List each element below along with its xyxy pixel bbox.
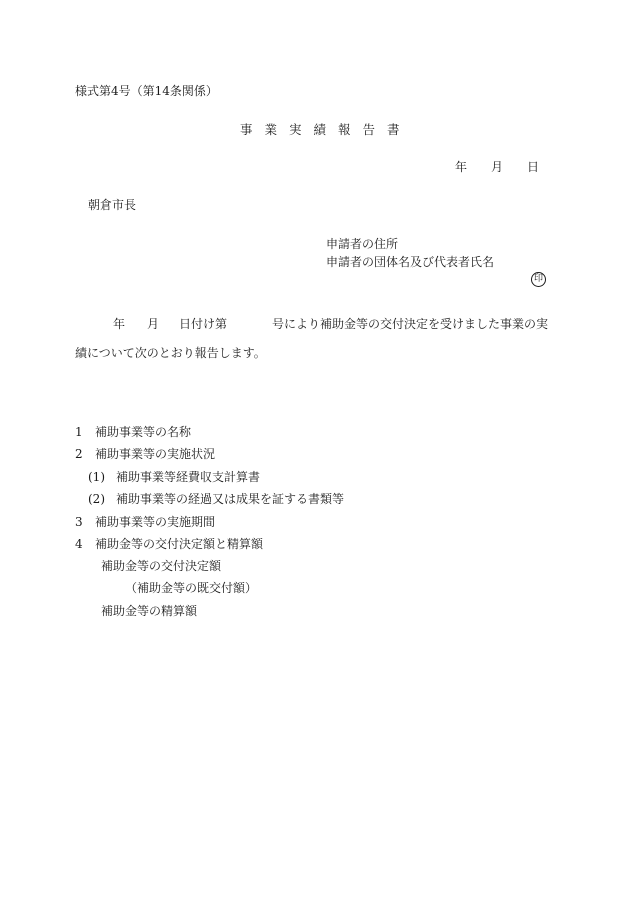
settlement-amount-label: 補助金等の精算額 xyxy=(101,604,198,618)
item-label: 補助事業等の実施状況 xyxy=(95,447,216,461)
item-label: 補助金等の交付決定額と精算額 xyxy=(95,537,264,551)
date-line xyxy=(455,159,539,175)
body-dated: 日付け第 xyxy=(179,317,228,331)
item-number: (1) xyxy=(88,470,105,484)
sub-list-item xyxy=(88,491,344,507)
item-label: 補助事業等の経過又は成果を証する書類等 xyxy=(116,492,345,506)
already-paid-amount-label: （補助金等の既交付額） xyxy=(125,581,258,595)
body-text-line-2: 績について次のとおり報告します。 xyxy=(75,346,266,360)
body-text-line-1 xyxy=(113,316,548,332)
item-label: 補助事業等の実施期間 xyxy=(95,515,216,529)
list-item xyxy=(75,446,215,462)
seal-mark: 印 xyxy=(531,272,546,287)
item-number: 1 xyxy=(75,425,83,439)
body-month: 月 xyxy=(147,317,160,331)
applicant-name-label: 申請者の団体名及び代表者氏名 xyxy=(326,255,495,269)
document-title: 事業実績報告書 xyxy=(240,122,412,137)
date-year: 年 xyxy=(455,160,468,174)
body-year: 年 xyxy=(113,317,126,331)
addressee: 朝倉市長 xyxy=(88,198,137,212)
decision-amount-label: 補助金等の交付決定額 xyxy=(101,559,222,573)
item-number: 4 xyxy=(75,537,83,551)
sub-list-item xyxy=(88,469,260,485)
date-day: 日 xyxy=(527,160,540,174)
item-number: 3 xyxy=(75,515,83,529)
item-number: 2 xyxy=(75,447,83,461)
item-label: 補助事業等の名称 xyxy=(95,425,192,439)
list-item xyxy=(75,536,263,552)
date-month: 月 xyxy=(491,160,504,174)
body-line1-rest: 号により補助金等の交付決定を受けました事業の実 xyxy=(272,317,549,331)
form-number: 様式第4号（第14条関係） xyxy=(75,84,218,98)
list-item xyxy=(75,514,215,530)
applicant-address-label: 申請者の住所 xyxy=(326,237,399,251)
list-item xyxy=(75,424,191,440)
item-label: 補助事業等経費収支計算書 xyxy=(116,470,261,484)
item-number: (2) xyxy=(88,492,105,506)
